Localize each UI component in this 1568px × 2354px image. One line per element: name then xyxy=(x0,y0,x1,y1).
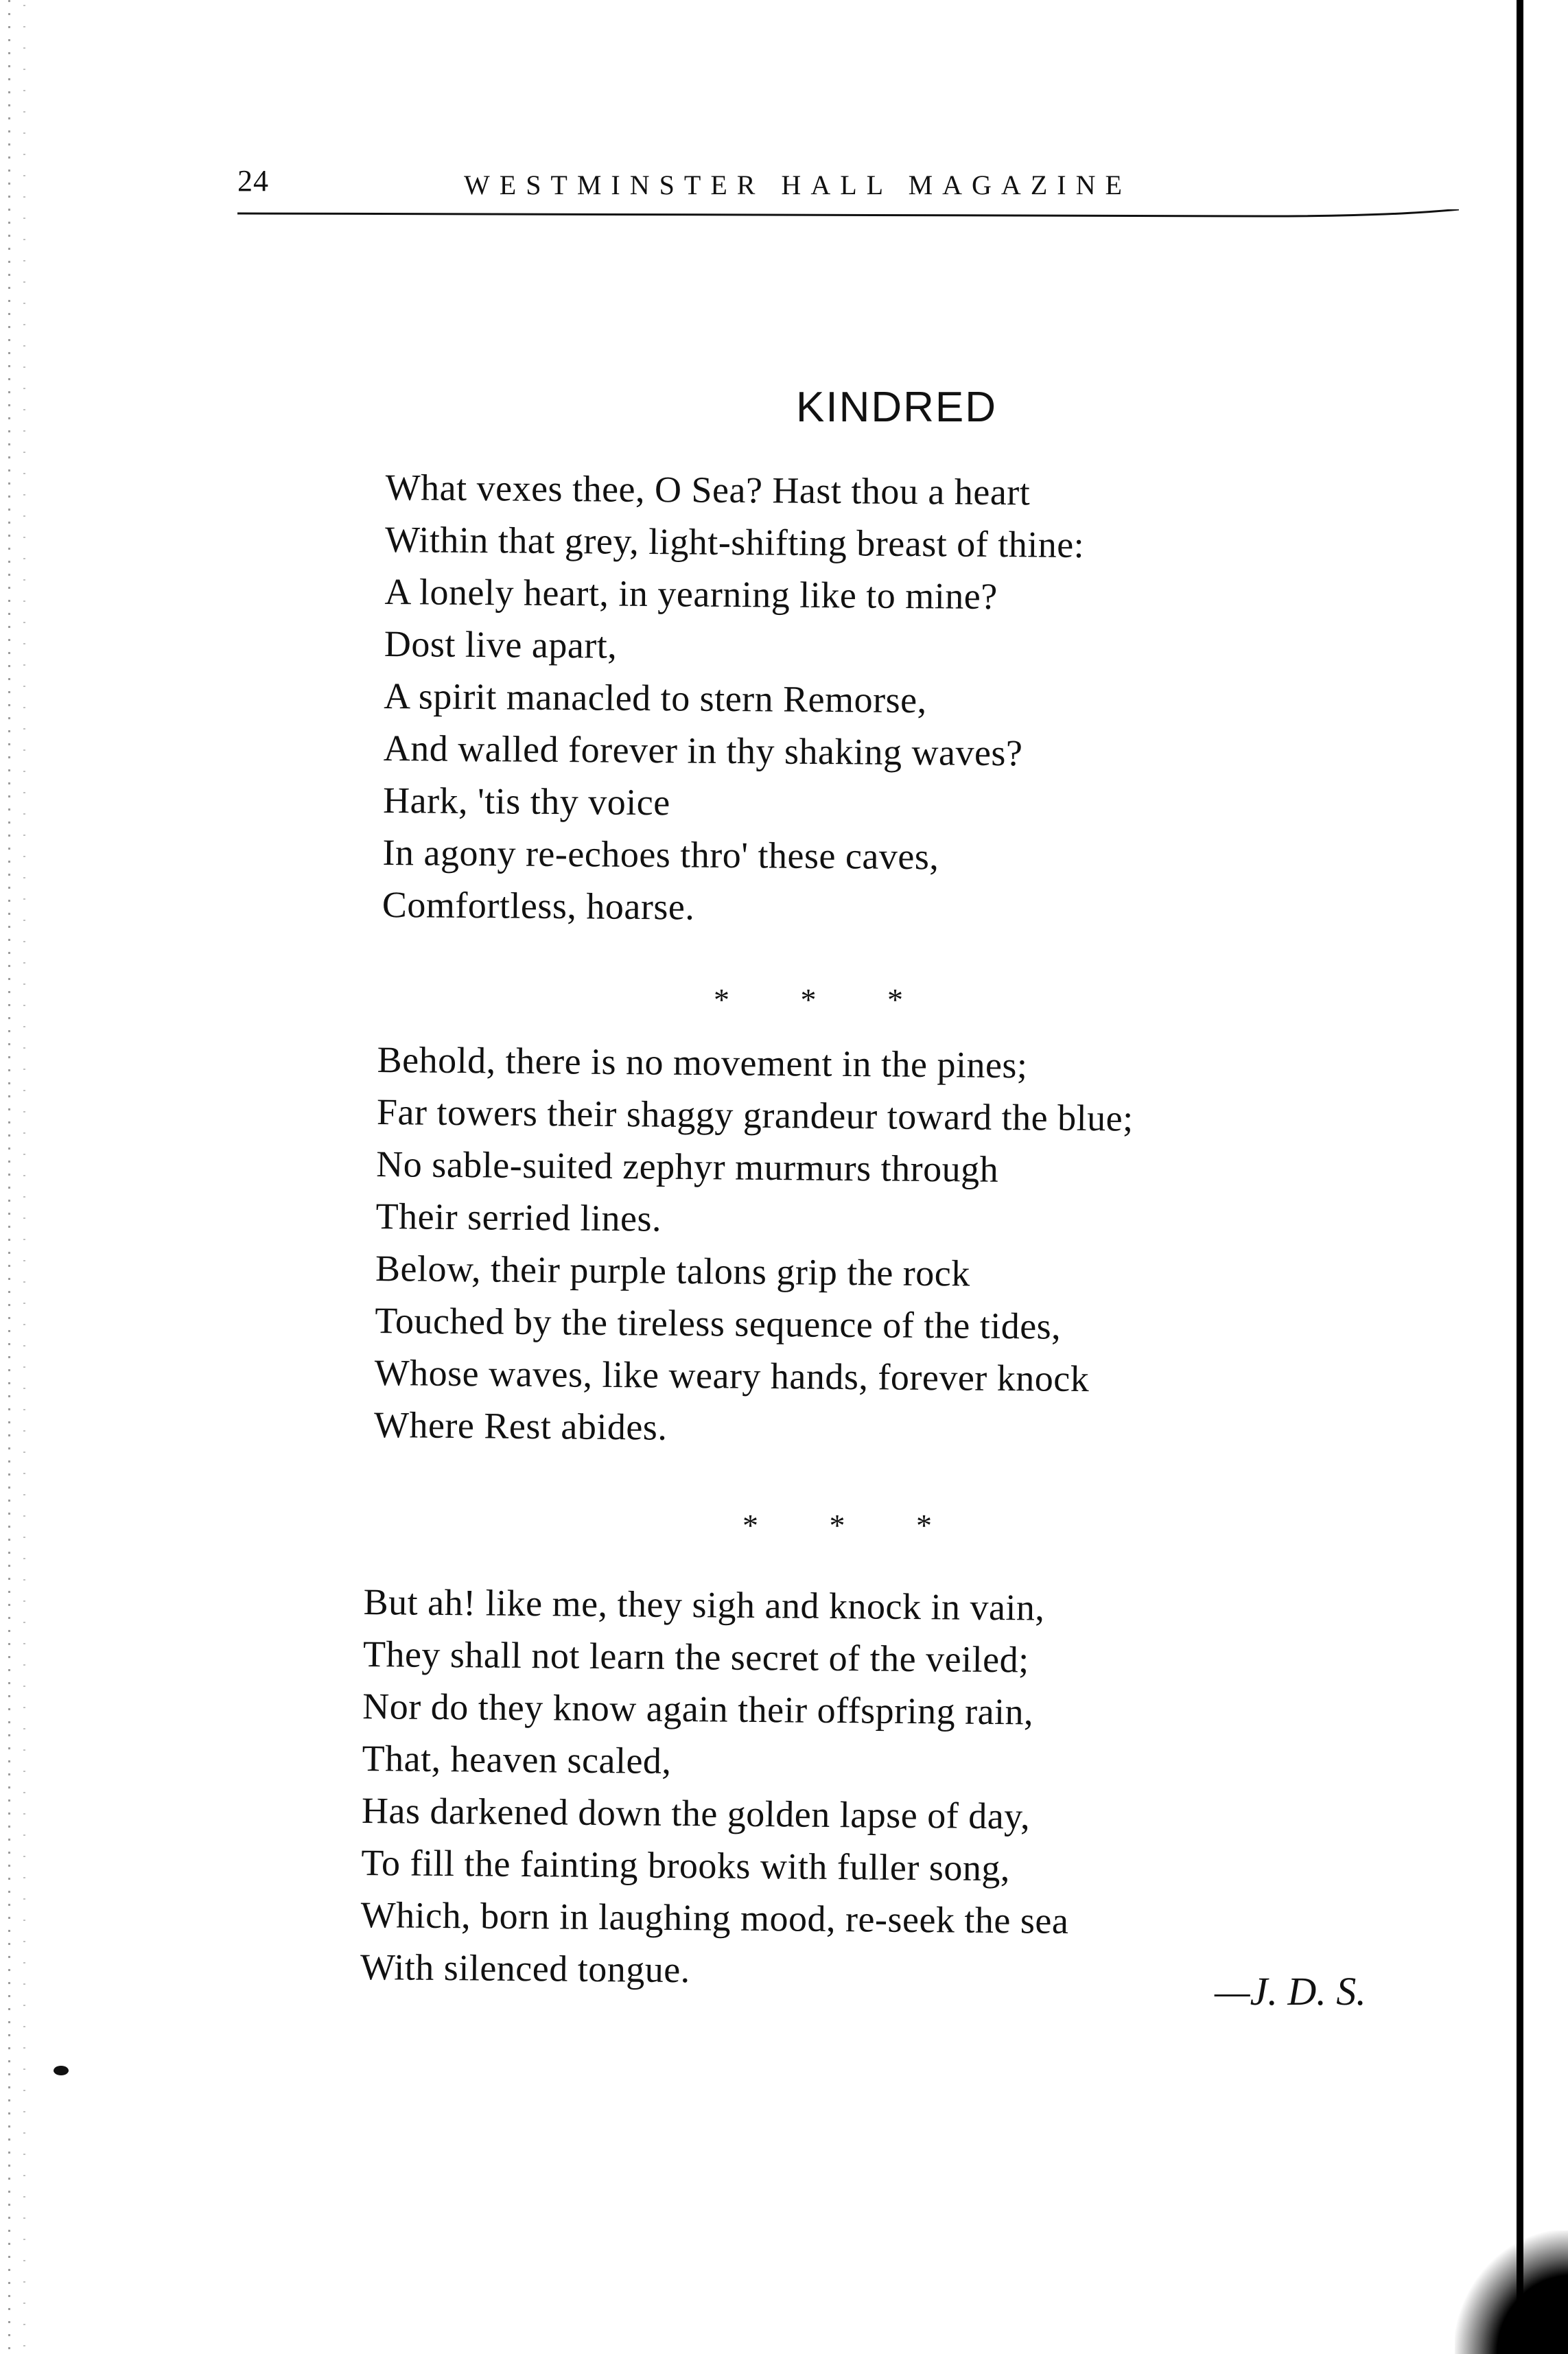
poem-line: In agony re-echoes thro' these caves, xyxy=(382,831,939,878)
journal-title: WESTMINSTER HALL MAGAZINE xyxy=(464,170,1132,200)
poem-line: A spirit manacled to stern Remorse, xyxy=(384,675,927,721)
header-rule xyxy=(237,209,1459,227)
stanza-3 xyxy=(360,1576,1072,1999)
poem-line: Dost live apart, xyxy=(384,622,618,666)
poem-line: Their serried lines. xyxy=(375,1195,662,1239)
poem-line: Comfortless, hoarse. xyxy=(382,883,695,928)
poem-line: But ah! like me, they sigh and knock in vain, xyxy=(363,1581,1045,1629)
poem-line: What vexes thee, O Sea? Hast thou a heart xyxy=(385,466,1031,513)
scan-corner-blot xyxy=(1455,2230,1568,2354)
poem-line: Which, born in laughing mood, re-seek the sea xyxy=(360,1893,1069,1942)
poem-line: Whose waves, like weary hands, forever knock xyxy=(374,1351,1090,1400)
poem-line: Below, their purple talons grip the rock xyxy=(375,1247,971,1294)
stray-ink-dot xyxy=(54,2066,69,2075)
stanza-2 xyxy=(374,1034,1134,1458)
author-signature: —J. D. S. xyxy=(1215,1969,1366,2014)
poem-line: With silenced tongue. xyxy=(360,1946,690,1991)
poem-line: Behold, there is no movement in the pines; xyxy=(377,1038,1028,1086)
poem-title: KINDRED xyxy=(796,384,998,431)
poem-line: Far towers their shaggy grandeur toward the blue; xyxy=(376,1091,1134,1139)
stanza-separator: * * * xyxy=(714,982,935,1017)
poem-line: Touched by the tireless sequence of the tides, xyxy=(375,1299,1062,1347)
poem-line: They shall not learn the secret of the veiled; xyxy=(362,1633,1029,1681)
poem-line: That, heaven scaled, xyxy=(362,1737,672,1782)
scan-right-edge xyxy=(1517,0,1568,2350)
poem-line: To fill the fainting brooks with fuller song, xyxy=(361,1841,1011,1889)
page-number: 24 xyxy=(237,164,269,198)
stanza-1 xyxy=(382,461,1085,936)
poem-line: Within that grey, light-shifting breast of thine: xyxy=(384,518,1085,566)
poem-line: No sable-suited zephyr murmurs through xyxy=(376,1143,999,1190)
stanza-separator: * * * xyxy=(742,1508,963,1543)
poem-line: Nor do they know again their offspring rain, xyxy=(362,1685,1034,1733)
poem-line: Hark, 'tis thy voice xyxy=(382,779,670,824)
poem-line: And walled forever in thy shaking waves? xyxy=(383,727,1023,774)
poem-line: Where Rest abides. xyxy=(373,1403,668,1448)
poem-line: A lonely heart, in yearning like to mine? xyxy=(384,570,998,618)
poem-line: Has darkened down the golden lapse of day, xyxy=(361,1789,1031,1837)
scan-left-edge xyxy=(3,0,30,2350)
